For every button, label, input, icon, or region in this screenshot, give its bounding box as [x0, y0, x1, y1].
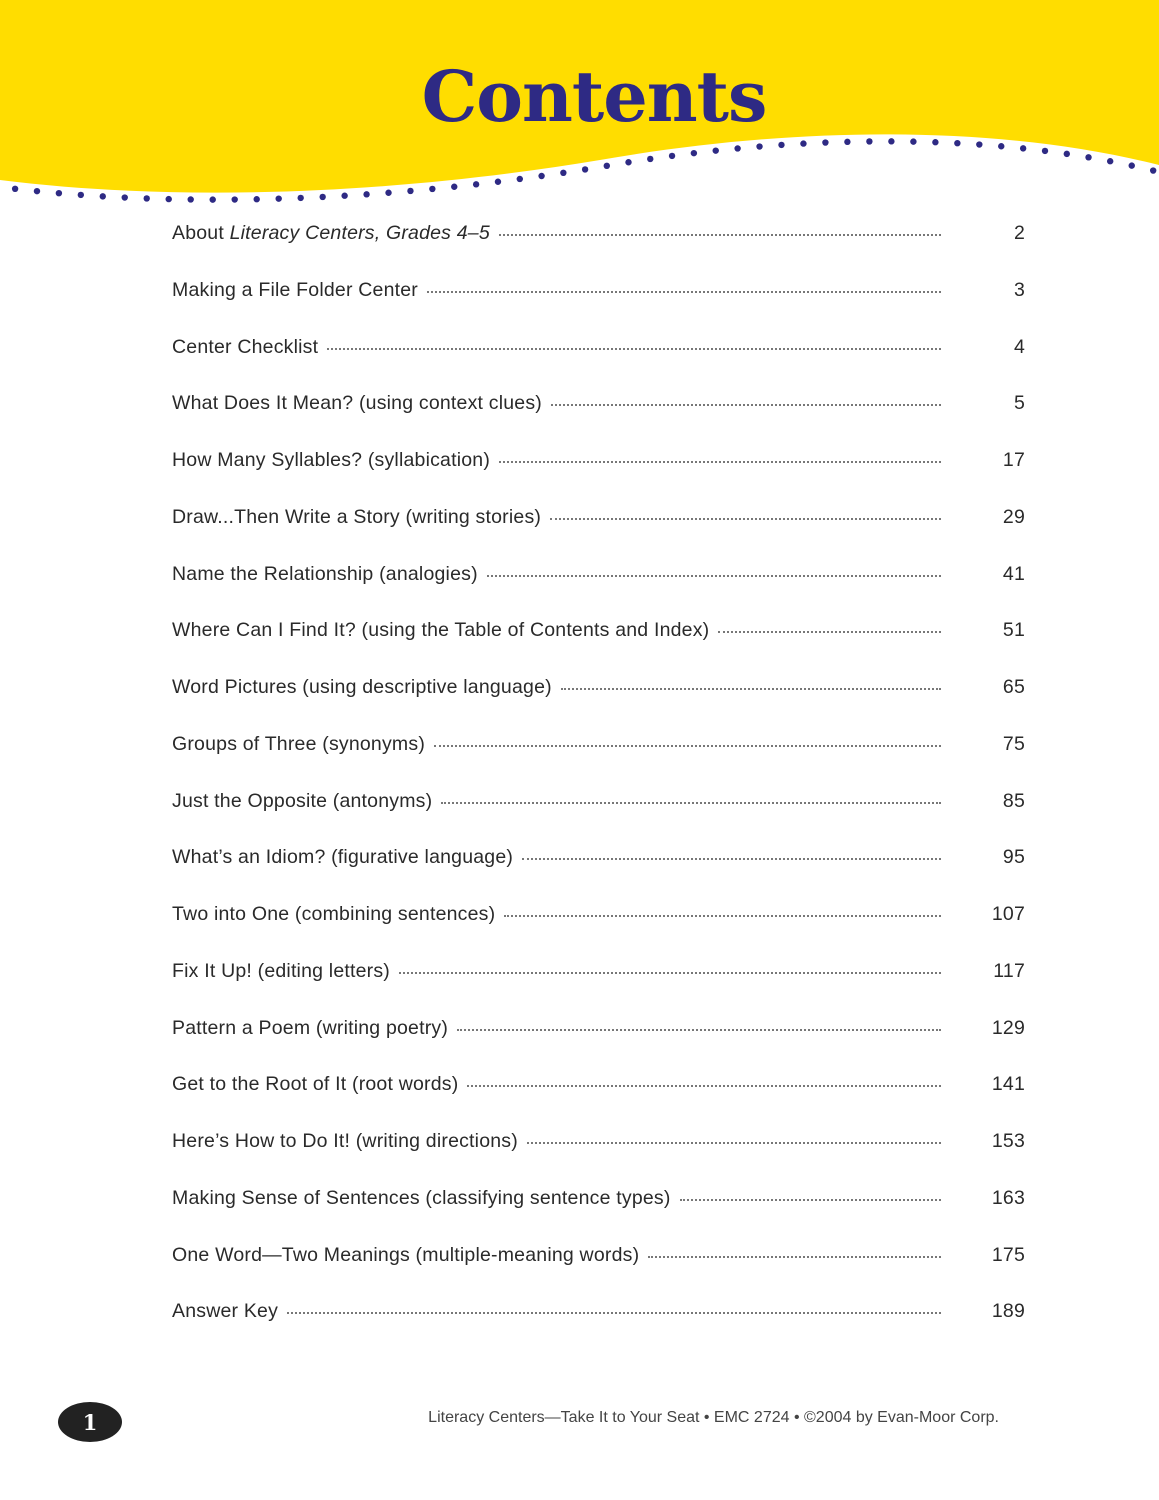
toc-entry	[172, 1130, 1025, 1187]
toc-entry-title: Draw...Then Write a Story (writing stories)	[172, 505, 542, 528]
toc-entry-title: Answer Key	[172, 1300, 279, 1323]
toc-entry-page: 29	[1002, 505, 1025, 528]
border-dot	[429, 186, 435, 192]
border-dot	[756, 143, 762, 149]
border-dot	[538, 173, 544, 179]
border-dot	[451, 184, 457, 190]
toc-entry-title: Word Pictures (using descriptive language)	[172, 676, 552, 698]
toc-entry	[172, 1187, 1025, 1244]
border-dot	[604, 163, 610, 169]
border-dot	[210, 196, 216, 202]
toc-entry-page: 107	[991, 903, 1025, 925]
toc-entry-title: Groups of Three (synonyms)	[172, 732, 426, 755]
toc-entry-title: Get to the Root of It (root words)	[172, 1073, 459, 1096]
border-dot	[625, 159, 631, 165]
toc-entry-page: 153	[991, 1130, 1025, 1152]
footer-credit: Literacy Centers—Take It to Your Seat • EMC 2724 • ©2004 by Evan-Moor Corp.	[428, 1409, 999, 1426]
toc-entry-page: 4	[1013, 335, 1025, 358]
border-dot	[122, 194, 128, 200]
toc-entry-page: 129	[991, 1016, 1025, 1039]
border-dot	[1020, 145, 1026, 151]
border-dot	[78, 192, 84, 198]
border-dot	[1129, 162, 1135, 168]
toc-entry	[172, 960, 1025, 1017]
border-dot	[998, 143, 1004, 149]
border-dot	[232, 196, 238, 202]
toc-leader-dots	[327, 348, 941, 350]
toc-entry-page: 51	[1002, 619, 1025, 642]
toc-entry-page: 75	[1002, 732, 1025, 755]
border-dot	[1107, 158, 1113, 164]
border-dot	[866, 138, 872, 144]
border-dot	[954, 140, 960, 146]
border-dot	[691, 150, 697, 156]
toc-entry	[172, 506, 1025, 563]
toc-entry	[172, 846, 1025, 903]
toc-entry-title: About Literacy Centers, Grades 4–5	[172, 222, 490, 244]
toc-entry	[172, 1300, 1025, 1357]
border-dot	[1150, 167, 1156, 173]
toc-leader-dots	[441, 802, 941, 804]
page-number-badge: 1	[58, 1402, 122, 1442]
toc-entry-title: What Does It Mean? (using context clues)	[172, 392, 542, 415]
toc-entry	[172, 279, 1025, 336]
border-dot	[34, 188, 40, 194]
toc-entry-page: 3	[1013, 278, 1025, 301]
toc-entry-page: 17	[1002, 449, 1025, 471]
toc-entry-title: Making Sense of Sentences (classifying sentence types)	[172, 1186, 671, 1209]
toc-entry	[172, 1244, 1025, 1301]
toc-entry-title: Here’s How to Do It! (writing directions)	[172, 1130, 518, 1152]
border-dot	[888, 138, 894, 144]
border-dot	[495, 179, 501, 185]
toc-leader-dots	[680, 1199, 941, 1201]
table-of-contents	[172, 222, 1025, 1357]
border-dot	[297, 195, 303, 201]
toc-leader-dots	[487, 575, 941, 577]
toc-entry-title: Where Can I Find It? (using the Table of Contents and Index)	[172, 619, 710, 642]
toc-entry-title: What’s an Idiom? (figurative language)	[172, 846, 514, 869]
toc-entry	[172, 676, 1025, 733]
border-dot	[582, 166, 588, 172]
toc-entry	[172, 392, 1025, 449]
toc-entry	[172, 222, 1025, 279]
toc-entry-title: One Word—Two Meanings (multiple-meaning words)	[172, 1243, 640, 1266]
toc-entry-page: 85	[1002, 789, 1025, 812]
border-dot	[778, 142, 784, 148]
page-title: Contents	[421, 55, 767, 138]
toc-entry-title: Fix It Up! (editing letters)	[172, 959, 390, 982]
border-dot	[800, 140, 806, 146]
toc-leader-dots	[457, 1029, 941, 1031]
border-dot	[1042, 148, 1048, 154]
border-dot	[56, 190, 62, 196]
toc-leader-dots	[434, 745, 941, 747]
border-dot	[144, 195, 150, 201]
toc-entry-page: 41	[1002, 562, 1025, 585]
toc-entry-page: 65	[1002, 676, 1025, 698]
toc-leader-dots	[551, 404, 941, 406]
border-dot	[910, 138, 916, 144]
border-dot	[932, 139, 938, 145]
border-dot	[363, 191, 369, 197]
border-dot	[976, 141, 982, 147]
toc-leader-dots	[427, 291, 941, 293]
toc-entry	[172, 563, 1025, 620]
toc-leader-dots	[467, 1085, 941, 1087]
border-dot	[713, 147, 719, 153]
border-dot	[254, 196, 260, 202]
border-dot	[385, 190, 391, 196]
toc-entry-title: Just the Opposite (antonyms)	[172, 789, 433, 812]
toc-entry-title: Making a File Folder Center	[172, 278, 418, 301]
toc-leader-dots	[561, 688, 941, 690]
border-dot	[822, 139, 828, 145]
border-dot	[560, 170, 566, 176]
toc-entry-page: 5	[1013, 392, 1025, 415]
toc-entry	[172, 790, 1025, 847]
toc-leader-dots	[499, 234, 941, 236]
toc-leader-dots	[648, 1256, 941, 1258]
toc-entry	[172, 1017, 1025, 1074]
border-dot	[734, 145, 740, 151]
toc-leader-dots	[499, 461, 941, 463]
border-dot	[188, 196, 194, 202]
toc-leader-dots	[522, 858, 941, 860]
toc-entry-page: 95	[1002, 846, 1025, 869]
toc-entry-page: 189	[991, 1300, 1025, 1323]
toc-entry-page: 163	[991, 1186, 1025, 1209]
toc-entry-page: 175	[991, 1243, 1025, 1266]
toc-leader-dots	[399, 972, 941, 974]
border-dot	[669, 153, 675, 159]
toc-entry-title: How Many Syllables? (syllabication)	[172, 449, 491, 471]
border-dot	[647, 156, 653, 162]
toc-entry	[172, 733, 1025, 790]
border-dot	[1085, 154, 1091, 160]
toc-leader-dots	[287, 1312, 941, 1314]
border-dot	[407, 188, 413, 194]
toc-leader-dots	[718, 631, 941, 633]
border-dot	[276, 195, 282, 201]
border-dot	[844, 139, 850, 145]
border-dot	[12, 186, 18, 192]
toc-leader-dots	[504, 915, 941, 917]
toc-entry-page: 2	[1013, 222, 1025, 244]
toc-entry	[172, 903, 1025, 960]
border-dot	[100, 193, 106, 199]
border-dot	[473, 181, 479, 187]
toc-entry-title: Pattern a Poem (writing poetry)	[172, 1016, 449, 1039]
toc-entry	[172, 336, 1025, 393]
border-dot	[166, 196, 172, 202]
toc-leader-dots	[527, 1142, 941, 1144]
toc-entry-page: 141	[991, 1073, 1025, 1096]
border-dot	[517, 176, 523, 182]
toc-entry-title: Two into One (combining sentences)	[172, 903, 496, 925]
border-dot	[341, 193, 347, 199]
toc-leader-dots	[550, 518, 941, 520]
toc-entry-title: Center Checklist	[172, 335, 319, 358]
border-dot	[1064, 151, 1070, 157]
toc-entry	[172, 449, 1025, 506]
toc-entry	[172, 619, 1025, 676]
border-dot	[319, 194, 325, 200]
toc-entry	[172, 1073, 1025, 1130]
toc-entry-page: 117	[993, 959, 1025, 982]
toc-entry-title: Name the Relationship (analogies)	[172, 562, 478, 585]
